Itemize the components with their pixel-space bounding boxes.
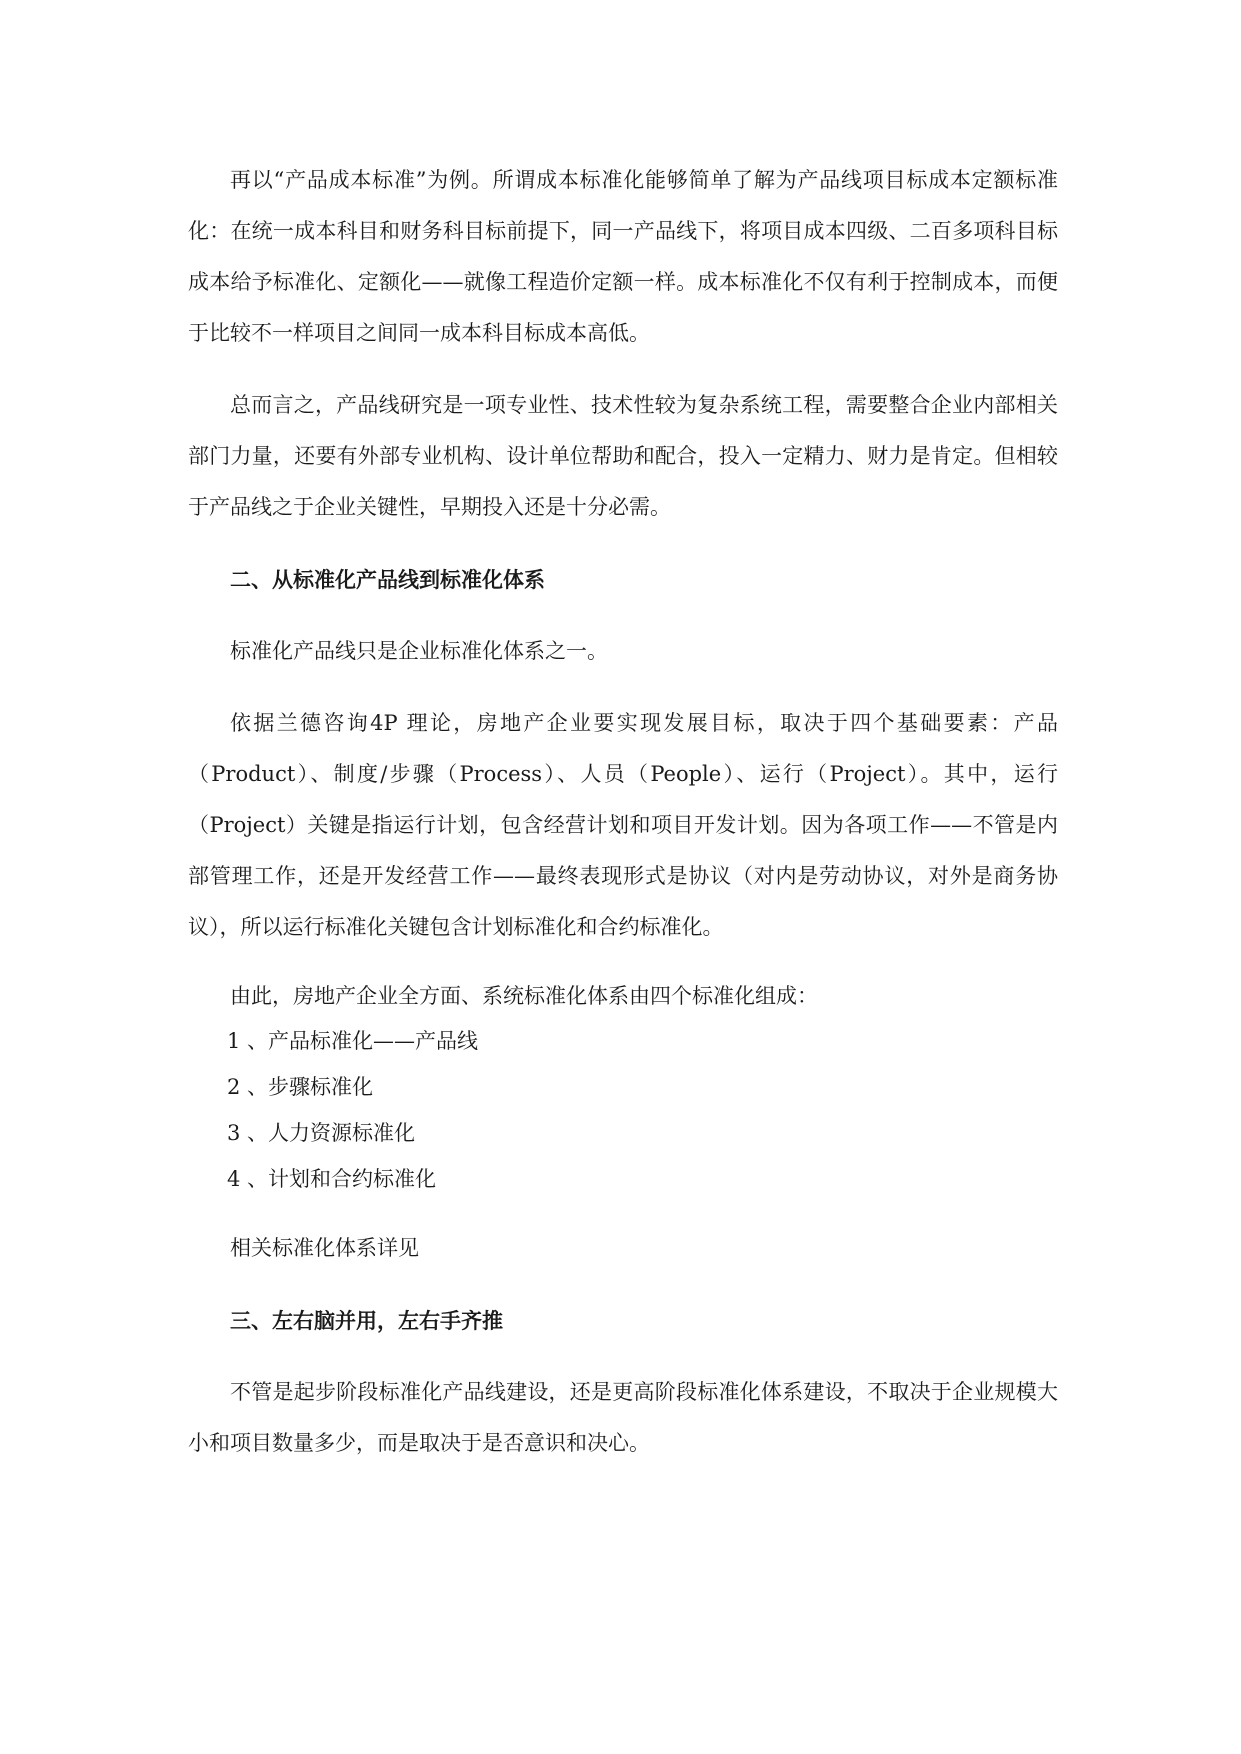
paragraph-details: 相关标准化体系详见 [230,1236,419,1260]
paragraph-4p-theory: 依据兰德咨询4P 理论，房地产企业要实现发展目标，取决于四个基础要素：产品（Product）、制度/步骤（Process）、人员（People）、运行（Project）。其中，运行（Project）关键是指运行计划，包含经营计划和项目开发计划。因为各项工作——不管是内部管理工作，还是开发经营工作——最终表现形式是协议（对内是劳动协议，对外是商务协议），所以运行标准化关键包含计划标准化和合约标准化。 [188,711,1058,939]
paragraph-cost-standard: 再以“产品成本标准”为例。所谓成本标准化能够简单了解为产品线项目标成本定额标准化：在统一成本科目和财务科目标前提下，同一产品线下，将项目成本四级、二百多项科目标成本给予标准化、定额化——就像工程造价定额一样。成本标准化不仅有利于控制成本，而便于比较不一样项目之间同一成本科目标成本高低。 [188,168,1058,345]
list-item: 3 、人力资源标准化 [227,1121,416,1145]
paragraph-conclusion: 不管是起步阶段标准化产品线建设，还是更高阶段标准化体系建设，不取决于企业规模大小和项目数量多少，而是取决于是否意识和决心。 [188,1380,1058,1455]
paragraph-product-line: 标准化产品线只是企业标准化体系之一。 [230,639,608,663]
list-item: 4 、计划和合约标准化 [227,1167,437,1191]
section-heading-2: 二、从标准化产品线到标准化体系 [230,567,545,592]
section-heading-3: 三、左右脑并用，左右手齐推 [230,1308,503,1333]
standardization-list [188,1018,1058,1202]
list-item: 2 、步骤标准化 [227,1075,374,1099]
list-item: 1 、产品标准化——产品线 [227,1029,479,1053]
document-body [188,155,1058,1469]
paragraph-summary: 总而言之，产品线研究是一项专业性、技术性较为复杂系统工程，需要整合企业内部相关部门力量，还要有外部专业机构、设计单位帮助和配合，投入一定精力、财力是肯定。但相较于产品线之于企业关键性，早期投入还是十分必需。 [188,393,1058,519]
paragraph-system-intro: 由此，房地产企业全方面、系统标准化体系由四个标准化组成： [230,984,818,1008]
